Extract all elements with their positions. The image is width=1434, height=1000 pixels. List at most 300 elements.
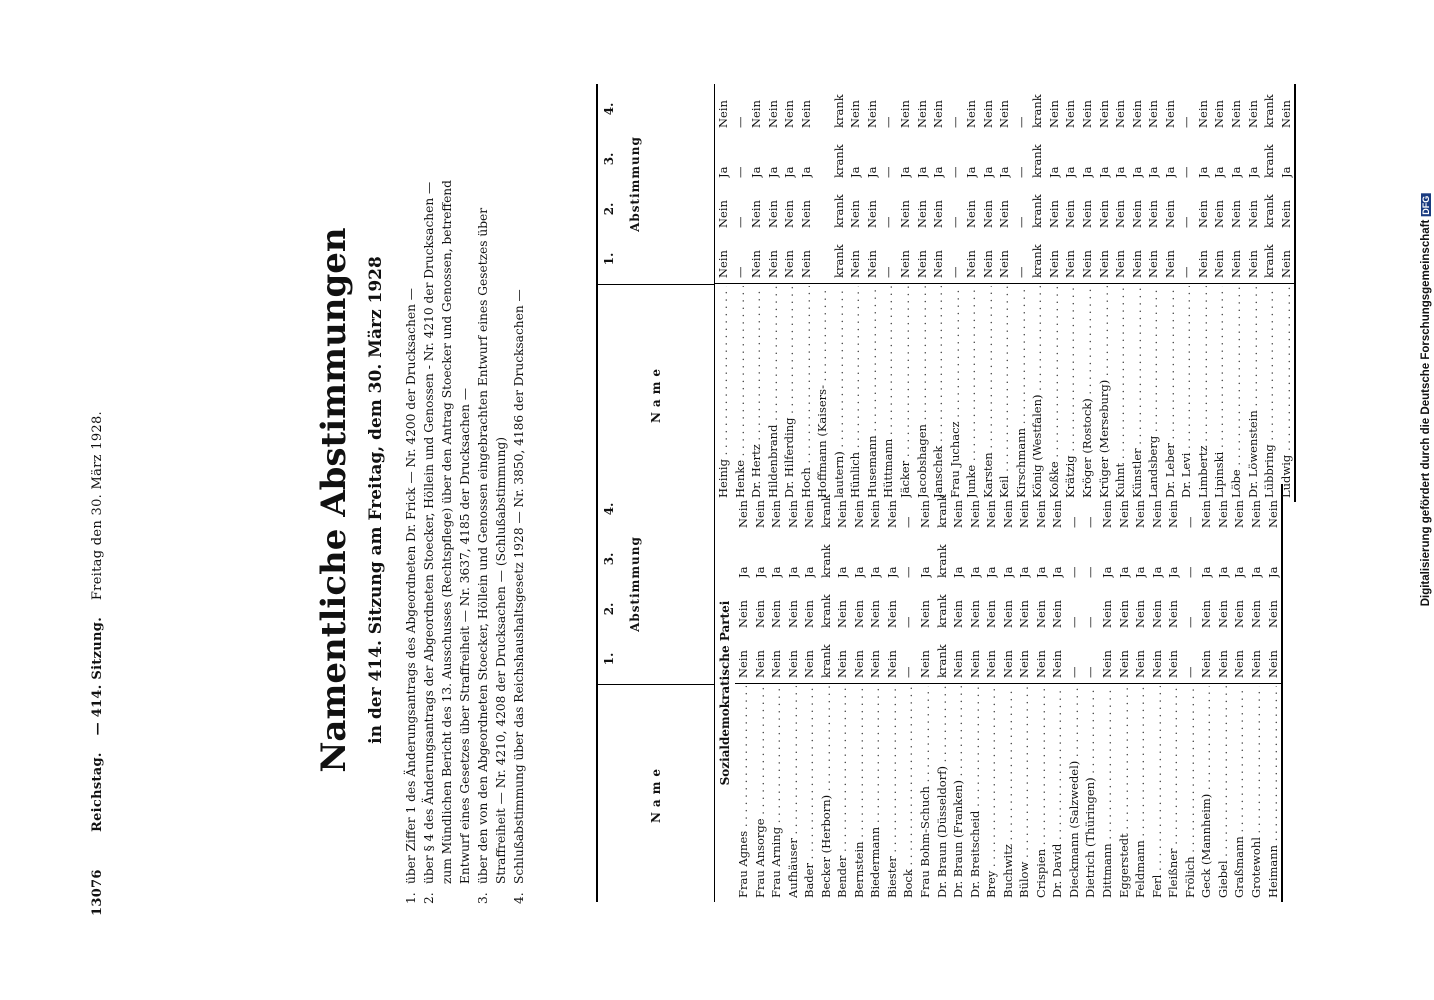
- running-header: [90, 399, 105, 832]
- vote-4-cell: —: [1013, 116, 1028, 128]
- vote-2-cell: Nein: [884, 600, 899, 628]
- table-body: [715, 84, 1296, 502]
- table-row: [897, 84, 914, 502]
- vote-2-cell: krank: [1262, 194, 1277, 228]
- vote-3-cell: Ja: [1166, 566, 1181, 578]
- vote-2-cell: Nein: [967, 600, 982, 628]
- vote-4-cell: —: [1066, 516, 1081, 528]
- member-name: Lipinski . . .: [1211, 286, 1228, 498]
- vote-2-cell: Nein: [1063, 200, 1078, 228]
- vote-4-cell: Nein: [785, 500, 800, 528]
- vote-1-cell: Nein: [1245, 250, 1260, 278]
- vote-4-cell: Nein: [1265, 500, 1280, 528]
- table-row: [996, 84, 1013, 502]
- vote-1-cell: Nein: [782, 250, 797, 278]
- table-row: [864, 84, 881, 502]
- vote-item-text: zum Mündlichen Bericht des 13. Ausschusses (Rechtspflege) über den Antrag Stoecker und Genossen, betreffend: [440, 180, 454, 884]
- dfg-logo: DFG: [1421, 195, 1431, 215]
- vote-1-cell: Nein: [848, 250, 863, 278]
- vote-2-cell: Nein: [951, 600, 966, 628]
- table-row: [785, 484, 802, 902]
- vote-1-cell: —: [901, 666, 916, 678]
- vote-4-cell: krank: [831, 94, 846, 128]
- table-row: [1248, 484, 1265, 902]
- table-row: [1062, 84, 1079, 502]
- vote-4-cell: Nein: [736, 500, 750, 528]
- vote-4-cell: Nein: [914, 100, 929, 128]
- vote-3-cell: Ja: [1199, 566, 1214, 578]
- member-name: Hildenbrand . . .: [765, 286, 782, 498]
- table-body: [735, 484, 1283, 902]
- vote-1-cell: Nein: [1199, 650, 1214, 678]
- vote-2-cell: Nein: [802, 600, 817, 628]
- vote-4-cell: —: [732, 116, 747, 128]
- member-name: Hünlich . . .: [847, 286, 864, 498]
- table-row: [1129, 84, 1146, 502]
- vote-1-cell: Nein: [1133, 650, 1148, 678]
- vote-1-cell: Nein: [1215, 650, 1230, 678]
- vote-1-cell: Nein: [851, 650, 866, 678]
- vote-4-cell: Nein: [964, 100, 979, 128]
- vote-1-cell: Nein: [752, 650, 767, 678]
- table-row: [715, 84, 732, 502]
- vote-item: [492, 24, 510, 904]
- vote-4-cell: Nein: [835, 500, 850, 528]
- member-name: Frau Ansorge . . .: [752, 686, 769, 898]
- vote-number-headers: [598, 484, 624, 684]
- vote-4-cell: Nein: [1248, 500, 1263, 528]
- vote-4-cell: Nein: [782, 100, 797, 128]
- table-row: [1211, 84, 1228, 502]
- vote-2-cell: krank: [818, 594, 833, 628]
- vote-3-cell: Ja: [931, 166, 946, 178]
- vote-4-cell: Nein: [1162, 100, 1177, 128]
- vote-3-cell: Ja: [1248, 566, 1263, 578]
- vote-2-cell: Nein: [914, 200, 929, 228]
- page-number: 13076: [90, 869, 105, 916]
- vote-3-cell: Ja: [984, 566, 999, 578]
- vote-3-cell: Ja: [1212, 166, 1227, 178]
- vote-3-cell: Ja: [967, 566, 982, 578]
- vote-4-cell: Nein: [769, 500, 784, 528]
- vote-item-number: 1.: [404, 892, 418, 904]
- vote-2-cell: Nein: [769, 600, 784, 628]
- vote-1-cell: Nein: [835, 650, 850, 678]
- vote-3-header: 3.: [602, 152, 616, 166]
- vote-2-cell: —: [1182, 616, 1197, 628]
- member-name: Dr. Hilferding . . .: [781, 286, 798, 498]
- vote-4-cell: Nein: [1100, 500, 1115, 528]
- vote-2-cell: Nein: [1278, 200, 1293, 228]
- member-name: Dietrich (Thüringen) . . .: [1082, 686, 1099, 898]
- vote-2-cell: Nein: [1149, 600, 1164, 628]
- vote-2-cell: Nein: [782, 200, 797, 228]
- vote-4-cell: Nein: [765, 100, 780, 128]
- vote-item: [402, 24, 420, 904]
- table-row: [847, 84, 864, 502]
- vote-2-header: 2.: [602, 202, 616, 216]
- table-row: [1261, 84, 1278, 502]
- vote-2-cell: Nein: [931, 200, 946, 228]
- vote-4-cell: Nein: [1063, 100, 1078, 128]
- vote-3-cell: Ja: [752, 566, 767, 578]
- vote-3-cell: krank: [818, 544, 833, 578]
- table-row: [884, 484, 901, 902]
- vote-1-cell: Nein: [736, 650, 750, 678]
- vote-3-cell: Ja: [1195, 166, 1210, 178]
- vote-2-cell: Nein: [736, 600, 750, 628]
- vote-4-cell: Nein: [1116, 500, 1131, 528]
- vote-4-cell: Nein: [868, 500, 883, 528]
- vote-3-cell: Ja: [918, 566, 933, 578]
- vote-4-cell: —: [947, 116, 962, 128]
- name-column-header: Name: [598, 284, 714, 502]
- member-name: Dr. Löwenstein . . .: [1245, 286, 1262, 498]
- table-row: [781, 84, 798, 502]
- member-name: Kröger (Rostock) . . .: [1079, 286, 1096, 498]
- page-title: Namentliche Abstimmungen: [314, 227, 354, 773]
- vote-item-text: Schlußabstimmung über das Reichshaushaltsgesetz 1928 — Nr. 3850, 4186 der Drucksachen —: [512, 289, 526, 884]
- vote-3-cell: Ja: [1116, 566, 1131, 578]
- vote-4-cell: Nein: [848, 100, 863, 128]
- vote-2-cell: Nein: [984, 600, 999, 628]
- vote-4-cell: Nein: [1096, 100, 1111, 128]
- vote-2-cell: —: [1179, 216, 1194, 228]
- member-name: Löbe . . .: [1228, 286, 1245, 498]
- vote-3-cell: Ja: [848, 166, 863, 178]
- member-name: Crispien . . .: [1033, 686, 1050, 898]
- vote-1-cell: —: [1083, 666, 1098, 678]
- vote-2-cell: Nein: [1133, 600, 1148, 628]
- member-name: Heinig . . .: [715, 286, 732, 498]
- table-row: [1165, 484, 1182, 902]
- vote-2-cell: Nein: [918, 600, 933, 628]
- member-name: Hoffmann (Kaisers- . . .: [814, 286, 831, 498]
- session-number: — 414. Sitzung.: [90, 616, 105, 736]
- member-name: Jacobshagen . . .: [914, 286, 931, 498]
- table-row: [1231, 484, 1248, 902]
- vote-1-cell: Nein: [1265, 650, 1280, 678]
- member-name: Bock . . .: [900, 686, 917, 898]
- member-name: Ludwig . . .: [1278, 286, 1295, 498]
- vote-1-cell: Nein: [1000, 650, 1015, 678]
- vote-list: [402, 24, 528, 904]
- vote-item-text: Entwurf eines Gesetzes über Straffreiheit — Nr. 3637, 4185 der Drucksachen —: [458, 387, 472, 884]
- vote-2-cell: Nein: [997, 200, 1012, 228]
- member-name: Fleißner . . .: [1165, 686, 1182, 898]
- vote-2-cell: Nein: [1232, 600, 1247, 628]
- member-name: Heimann . . .: [1265, 686, 1282, 898]
- vote-3-cell: Ja: [765, 166, 780, 178]
- vote-2-cell: Nein: [964, 200, 979, 228]
- table-row: [831, 84, 848, 502]
- vote-1-cell: Nein: [802, 650, 817, 678]
- vote-2-cell: Nein: [1228, 200, 1243, 228]
- member-name: Landsberg . . .: [1145, 286, 1162, 498]
- member-name: Biester . . .: [884, 686, 901, 898]
- member-name: Ferl . . .: [1149, 686, 1166, 898]
- table-row: [867, 484, 884, 902]
- vote-3-cell: Ja: [1133, 566, 1148, 578]
- member-name: Frölich . . .: [1182, 686, 1199, 898]
- vote-1-cell: Nein: [931, 250, 946, 278]
- vote-4-cell: Nein: [1080, 100, 1095, 128]
- vote-1-cell: Nein: [1228, 250, 1243, 278]
- vote-4-header: 4.: [602, 502, 616, 516]
- vote-3-cell: —: [947, 166, 962, 178]
- vote-4-cell: Nein: [1000, 500, 1015, 528]
- table-row: [1116, 484, 1133, 902]
- vote-1-cell: Nein: [898, 250, 913, 278]
- vote-2-cell: —: [1066, 616, 1081, 628]
- member-name: Limbertz . . .: [1195, 286, 1212, 498]
- vote-4-cell: Nein: [918, 500, 933, 528]
- vote-1-cell: Nein: [1162, 250, 1177, 278]
- table-row: [732, 84, 749, 502]
- vote-3-cell: —: [1182, 566, 1197, 578]
- table-row: [818, 484, 835, 902]
- vote-2-cell: krank: [831, 194, 846, 228]
- table-row: [1228, 84, 1245, 502]
- vote-2-cell: Nein: [835, 600, 850, 628]
- vote-3-cell: Ja: [884, 566, 899, 578]
- vote-1-cell: krank: [1262, 244, 1277, 278]
- member-name: Dr. David . . .: [1049, 686, 1066, 898]
- table-row: [950, 484, 967, 902]
- vote-3-cell: Ja: [1096, 166, 1111, 178]
- vote-2-header: 2.: [602, 602, 616, 616]
- vote-4-cell: Nein: [802, 500, 817, 528]
- table-row: [1016, 484, 1033, 902]
- table-row: [1099, 484, 1116, 902]
- vote-1-cell: Nein: [1149, 650, 1164, 678]
- vote-4-cell: Nein: [1278, 100, 1293, 128]
- member-name: Brey . . .: [983, 686, 1000, 898]
- vote-1-cell: Nein: [997, 250, 1012, 278]
- vote-3-cell: —: [1066, 566, 1081, 578]
- member-name: Jäcker . . .: [897, 286, 914, 498]
- table-row: [1215, 484, 1232, 902]
- vote-3-cell: —: [1179, 166, 1194, 178]
- vote-3-cell: Ja: [1149, 566, 1164, 578]
- table-row: [1033, 484, 1050, 902]
- vote-2-cell: Nein: [1265, 600, 1280, 628]
- vote-4-cell: Nein: [1199, 500, 1214, 528]
- vote-item-text: Straffreiheit — Nr. 4210, 4208 der Drucksachen — (Schlußabstimmung): [494, 437, 508, 884]
- vote-3-cell: Ja: [785, 566, 800, 578]
- member-name: Frau Agnes . . .: [735, 686, 752, 898]
- member-name: Dr. Levi . . .: [1178, 286, 1195, 498]
- vote-3-cell: Ja: [1232, 566, 1247, 578]
- vote-3-cell: Ja: [1000, 566, 1015, 578]
- vote-3-cell: Ja: [716, 166, 730, 178]
- member-name: Dieckmann (Salzwedel) . . .: [1066, 686, 1083, 898]
- member-name: Hüttmann . . .: [880, 286, 897, 498]
- vote-2-cell: Nein: [1199, 600, 1214, 628]
- vote-1-cell: Nein: [967, 650, 982, 678]
- vote-2-cell: Nein: [851, 600, 866, 628]
- vote-2-cell: Nein: [716, 200, 730, 228]
- member-name: Eggerstedt . . .: [1116, 686, 1133, 898]
- member-name: Bader . . .: [801, 686, 818, 898]
- vote-3-cell: Ja: [997, 166, 1012, 178]
- member-name: Kuhnt . . .: [1112, 286, 1129, 498]
- vote-3-cell: Ja: [1228, 166, 1243, 178]
- vote-2-cell: —: [881, 216, 896, 228]
- vote-4-cell: Nein: [864, 100, 879, 128]
- vote-4-cell: Nein: [967, 500, 982, 528]
- vote-1-cell: Nein: [1195, 250, 1210, 278]
- vote-4-cell: Nein: [1215, 500, 1230, 528]
- table-row: [851, 484, 868, 902]
- member-name: Grotewohl . . .: [1248, 686, 1265, 898]
- member-name: Krüger (Merseburg) . . .: [1096, 286, 1113, 498]
- vote-item-text: über § 4 des Änderungsantrags der Abgeordneten Stoecker, Höllein und Genossen - Nr. 4210 der Drucksachen —: [422, 181, 436, 884]
- vote-2-cell: Nein: [1046, 200, 1061, 228]
- vote-3-cell: Ja: [736, 566, 750, 578]
- vote-4-cell: Nein: [1033, 500, 1048, 528]
- table-row: [748, 84, 765, 502]
- vote-3-cell: —: [881, 166, 896, 178]
- table-row: [1096, 84, 1113, 502]
- vote-2-cell: Nein: [1080, 200, 1095, 228]
- member-name: Künstler . . .: [1129, 286, 1146, 498]
- table-row: [814, 84, 831, 502]
- vote-3-cell: krank: [831, 144, 846, 178]
- member-name: Becker (Herborn) . . .: [818, 686, 835, 898]
- table-row: [900, 484, 917, 902]
- vote-2-cell: —: [1083, 616, 1098, 628]
- vote-4-cell: Nein: [1245, 100, 1260, 128]
- vote-1-cell: Nein: [884, 650, 899, 678]
- vote-2-cell: Nein: [1050, 600, 1065, 628]
- vote-1-cell: —: [1179, 266, 1194, 278]
- member-name: Feldmann . . .: [1132, 686, 1149, 898]
- vote-1-cell: Nein: [864, 250, 879, 278]
- vote-3-cell: Ja: [835, 566, 850, 578]
- vote-2-cell: —: [732, 216, 747, 228]
- table-row: [1198, 484, 1215, 902]
- vote-3-cell: Ja: [1162, 166, 1177, 178]
- vote-3-cell: Ja: [980, 166, 995, 178]
- vote-group-header: Abstimmung: [628, 136, 642, 232]
- member-name: Dr. Braun (Düsseldorf) . . .: [934, 686, 951, 898]
- vote-1-cell: Nein: [716, 250, 730, 278]
- vote-3-cell: —: [901, 566, 916, 578]
- vote-4-cell: —: [1083, 516, 1098, 528]
- vote-3-cell: Ja: [1033, 566, 1048, 578]
- vote-2-cell: Nein: [752, 600, 767, 628]
- vote-1-cell: —: [881, 266, 896, 278]
- vote-1-cell: Nein: [1050, 650, 1065, 678]
- vote-3-cell: Ja: [782, 166, 797, 178]
- vote-4-cell: Nein: [1212, 100, 1227, 128]
- vote-item: [438, 24, 456, 904]
- member-name: Husemann . . .: [864, 286, 881, 498]
- vote-3-cell: Ja: [1129, 166, 1144, 178]
- vote-2-cell: Nein: [1245, 200, 1260, 228]
- vote-item-number: 2.: [422, 892, 436, 904]
- table-row: [1278, 84, 1295, 502]
- member-name: Kirschmann . . .: [1013, 286, 1030, 498]
- vote-4-cell: —: [1182, 516, 1197, 528]
- parliament-name: Reichstag.: [90, 752, 105, 832]
- vote-2-cell: Nein: [798, 200, 813, 228]
- table-header: [596, 484, 715, 902]
- member-name: Krätzig . . .: [1062, 286, 1079, 498]
- member-name: Dr. Breitscheid . . .: [967, 686, 984, 898]
- vote-2-cell: Nein: [785, 600, 800, 628]
- vote-item-number: 4.: [512, 892, 526, 904]
- vote-1-cell: krank: [1030, 244, 1045, 278]
- member-name: Dr. Leber . . .: [1162, 286, 1179, 498]
- vote-4-cell: Nein: [798, 100, 813, 128]
- member-name: Graßmann . . .: [1231, 686, 1248, 898]
- member-name: Lübbring . . .: [1261, 286, 1278, 498]
- vote-2-cell: Nein: [1166, 600, 1181, 628]
- vote-2-cell: Nein: [868, 600, 883, 628]
- vote-1-cell: Nein: [769, 650, 784, 678]
- vote-1-cell: krank: [831, 244, 846, 278]
- name-column-header: Name: [598, 684, 714, 902]
- vote-3-cell: Ja: [898, 166, 913, 178]
- member-name: Buchwitz . . .: [1000, 686, 1017, 898]
- vote-2-cell: Nein: [848, 200, 863, 228]
- vote-1-header: 1.: [602, 252, 616, 266]
- vote-1-cell: Nein: [1129, 250, 1144, 278]
- table-row: [735, 484, 752, 902]
- session-date: Freitag den 30. März 1928.: [90, 411, 105, 601]
- vote-2-cell: krank: [934, 594, 949, 628]
- vote-1-cell: Nein: [1248, 650, 1263, 678]
- vote-3-cell: krank: [934, 544, 949, 578]
- member-name: Junke . . .: [963, 286, 980, 498]
- table-row: [752, 484, 769, 902]
- vote-2-cell: —: [1013, 216, 1028, 228]
- vote-3-cell: Ja: [798, 166, 813, 178]
- vote-2-cell: Nein: [1248, 600, 1263, 628]
- vote-1-cell: Nein: [868, 650, 883, 678]
- table-row: [801, 484, 818, 902]
- table-row: [947, 84, 964, 502]
- member-name: Hoch . . .: [798, 286, 815, 498]
- vote-4-cell: Nein: [951, 500, 966, 528]
- vote-2-cell: Nein: [1113, 200, 1128, 228]
- table-row: [1079, 84, 1096, 502]
- vote-4-cell: Nein: [980, 100, 995, 128]
- vote-1-cell: Nein: [1033, 650, 1048, 678]
- vote-3-cell: Ja: [1245, 166, 1260, 178]
- table-row: [1029, 84, 1046, 502]
- vote-2-cell: Nein: [1146, 200, 1161, 228]
- credit-text: Digitalisierung gefördert durch die Deutsche Forschungsgemeinschaft: [1420, 219, 1432, 607]
- vote-item: [510, 24, 528, 904]
- member-name: Frau Bohm-Schuch . . .: [917, 686, 934, 898]
- vote-3-cell: Ja: [1113, 166, 1128, 178]
- vote-2-cell: Nein: [1033, 600, 1048, 628]
- table-row: [963, 84, 980, 502]
- table-row: [834, 484, 851, 902]
- table-row: [1000, 484, 1017, 902]
- table-row: [1082, 484, 1099, 902]
- table-row: [1066, 484, 1083, 902]
- table-row: [1245, 84, 1262, 502]
- vote-1-cell: Nein: [951, 650, 966, 678]
- vote-1-cell: Nein: [1063, 250, 1078, 278]
- vote-2-cell: krank: [1030, 194, 1045, 228]
- vote-1-cell: Nein: [1116, 650, 1131, 678]
- vote-3-cell: Ja: [914, 166, 929, 178]
